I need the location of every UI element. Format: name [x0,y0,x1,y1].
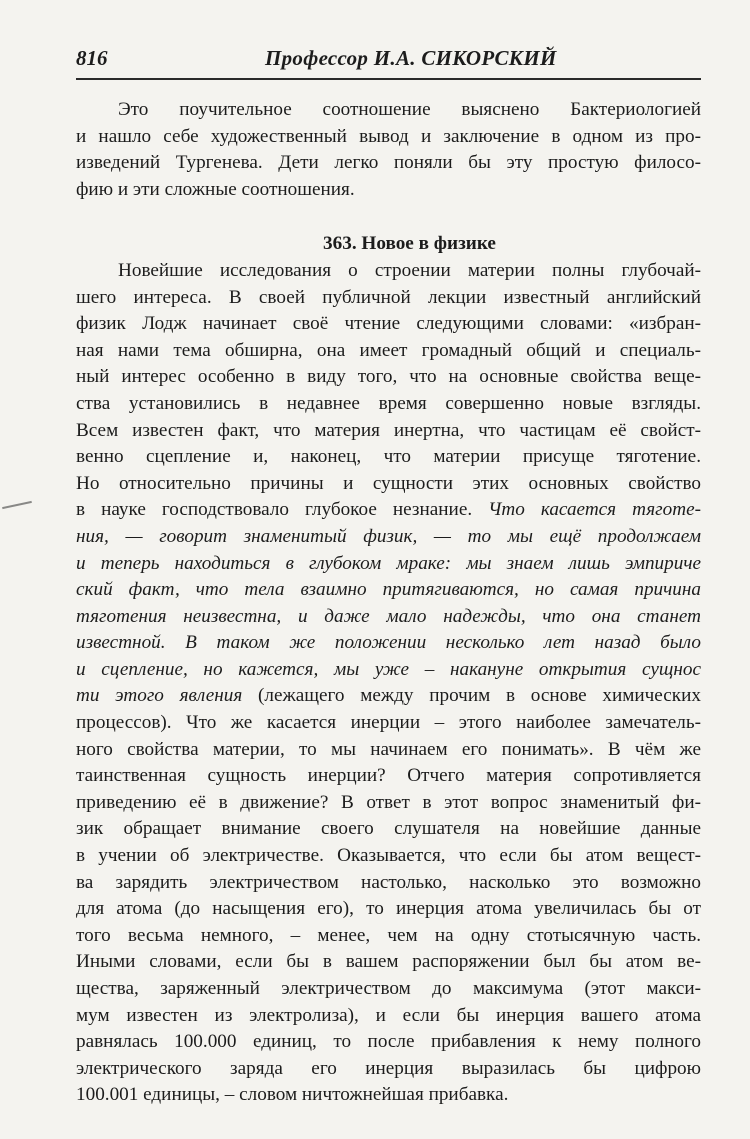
text-line [76,843,701,870]
text-segment: Иными словами, если бы в вашем распоряжении был бы атом ве- [76,951,701,973]
text-line [76,1003,701,1030]
page-header [76,40,701,78]
margin-pencil-mark [2,501,32,509]
italic-quote-segment: ти этого явления [76,685,243,707]
text-line [76,949,701,976]
text-line [76,285,701,312]
text-segment: ный интерес особенно в виду того, что на основные свойства веще- [76,366,701,388]
text-line [76,364,701,391]
text-segment: электрического заряда его инерция выразилась бы цифрою [76,1057,701,1079]
text-line [76,1082,701,1109]
text-line [76,763,701,790]
text-line [76,976,701,1003]
text-line [76,737,701,764]
text-line [76,816,701,843]
text-segment: зик обращает внимание своего слушателя на новейшие данные [76,818,701,840]
text-segment: щества, заряженный электричеством до максимума (этот макси- [76,978,701,999]
italic-quote-segment: ский факт, что тела взаимно притягиваются, но самая причина [76,579,701,601]
header-rule [76,78,701,80]
text-segment: ная нами тема обширна, она имеет громадный общий и специаль- [76,339,701,361]
text-line [76,923,701,950]
text-segment: в учении об электричестве. Оказывается, что если бы атом вещест- [76,845,701,867]
italic-quote-segment: и теперь находиться в глубоком мраке: мы знаем лишь эмпириче [76,552,701,574]
text-segment: ства установились в недавнее время совершенно новые взгляды. [76,392,701,414]
text-line [76,258,701,285]
text-segment: Но относительно причины и сущности этих основных свойство [76,472,701,494]
paragraph-1 [76,97,701,203]
paragraph-2 [76,258,701,1109]
section-heading: 363. Новое в физике [323,233,496,255]
text-segment: Новейшие исследования о строении материи полны глубочай- [118,259,701,281]
text-line [76,1029,701,1056]
text-segment: физик Лодж начинает своё чтение следующими словами: «избран- [76,313,701,335]
text-line [76,870,701,897]
text-line [76,418,701,445]
text-line: и нашло себе художественный вывод и заключение в одном из про- [76,125,701,147]
body-text [76,97,701,1109]
text-line: фию и эти сложные соотношения. [76,178,355,200]
text-line [76,604,701,631]
text-line [76,497,701,524]
text-line [76,896,701,923]
text-line [76,657,701,684]
italic-quote-segment: известной. В таком же положении несколько лет назад было [76,632,701,654]
text-segment: равнялась 100.000 единиц, то после прибавления к нему полного [76,1031,701,1053]
text-line [76,338,701,365]
text-segment: (лежащего между прочим в основе химических [242,685,701,707]
text-line [76,710,701,737]
text-line [76,444,701,471]
italic-quote-segment: ния, — говорит знаменитый физик, — то мы ещё продолжаем [76,525,701,547]
text-segment: мум известен из электролиза), и если бы инерция вашего атома [76,1004,701,1026]
text-line [76,471,701,498]
running-title: Профессор И.А. СИКОРСКИЙ [265,46,557,70]
text-segment: для атома (до насыщения его), то инерция атома увеличилась бы от [76,898,701,920]
italic-quote-segment: и сцепление, но кажется, мы уже – накануне открытия сущнос [76,658,701,680]
text-line [76,577,701,604]
text-line: Это поучительное соотношение выяснено Бактериологией [118,99,701,120]
page-number: 816 [76,46,108,70]
text-line [76,790,701,817]
text-line [76,524,701,551]
text-line [76,551,701,578]
text-line [76,683,701,710]
text-segment: ва зарядить электричеством настолько, насколько это возможно [76,871,701,893]
book-page [76,40,701,1109]
italic-quote-segment: Что касается тяготе- [488,499,701,521]
text-segment: Всем известен факт, что материя инертна, что частицам её свойст- [76,419,701,441]
text-segment: шего интереса. В своей публичной лекции известный английский [76,286,701,308]
text-line [76,1056,701,1083]
text-segment: того весьма немного, – менее, чем на одну стотысячную часть. [76,924,701,946]
text-segment: процессов). Что же касается инерции – этого наиболее замечатель- [76,712,701,734]
text-line [76,391,701,418]
text-segment: 100.001 единицы, – словом ничтожнейшая прибавка. [76,1084,509,1106]
text-line [76,311,701,338]
text-segment: приведению её в движение? В ответ в этот вопрос знаменитый фи- [76,791,701,813]
text-line [76,630,701,657]
text-segment: венно сцепление и, наконец, что материи присуще тяготение. [76,446,701,468]
text-line: изведений Тургенева. Дети легко поняли бы эту простую филосо- [76,152,701,174]
text-segment: таинственная сущность инерции? Отчего материя сопротивляется [76,765,701,787]
text-segment: ного свойства материи, то мы начинаем его понимать». В чём же [76,738,701,760]
text-segment: в науке господствовало глубокое незнание. [76,499,489,521]
italic-quote-segment: тяготения неизвестна, и даже мало надежды, что она станет [76,605,701,627]
